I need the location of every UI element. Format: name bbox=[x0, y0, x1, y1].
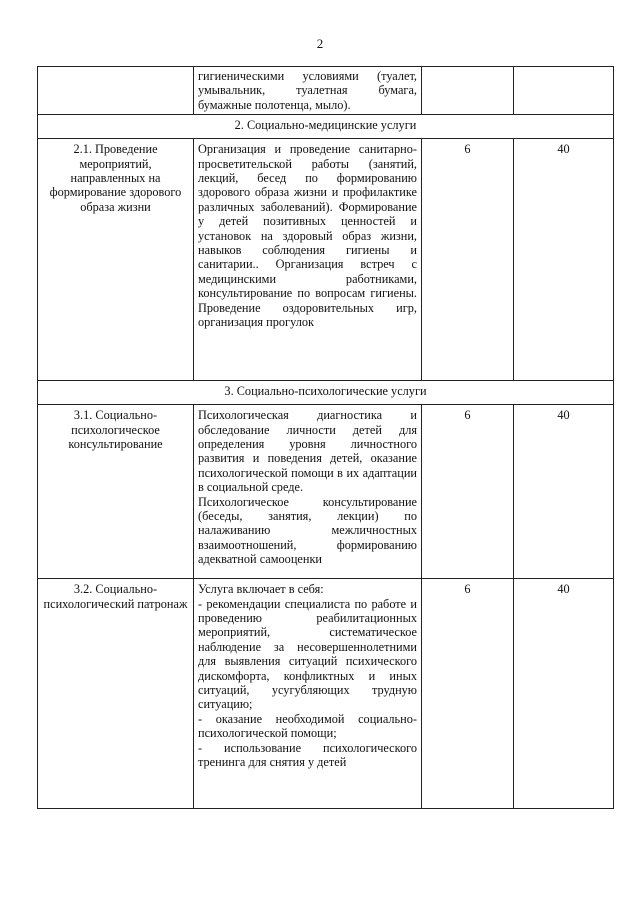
service-value-col4: 40 bbox=[514, 579, 614, 809]
cell-empty bbox=[422, 67, 514, 115]
service-name: 3.2. Социально-психологический патронаж bbox=[38, 579, 194, 809]
description-bullet: - оказание необходимой социально-психологической помощи; bbox=[198, 711, 417, 741]
section-header-row bbox=[38, 381, 614, 405]
cell-empty bbox=[514, 67, 614, 115]
table-row-continuation bbox=[38, 67, 614, 115]
table-row-3-2 bbox=[38, 579, 614, 809]
table-row-3-1 bbox=[38, 405, 614, 579]
services-table bbox=[37, 66, 614, 809]
service-value-col3: 6 bbox=[422, 579, 514, 809]
section-heading: 3. Социально-психологические услуги bbox=[38, 381, 614, 405]
section-heading: 2. Социально-медицинские услуги bbox=[38, 115, 614, 139]
service-value-col3: 6 bbox=[422, 405, 514, 579]
service-description bbox=[194, 579, 422, 809]
description-paragraph: Психологическое консультирование (беседы, занятия, лекции) по налаживанию межличностных взаимоотношений, формированию адекватной самооценки bbox=[198, 494, 417, 567]
description-bullet: - рекомендации специалиста по работе и проведению реабилитационных мероприятий, систематическое наблюдение за несовершеннолетними для выявления ситуаций психического дискомфорта, конфликтных и иных ситуаций, усугубляющих трудную ситуацию; bbox=[198, 596, 417, 712]
service-value-col4: 40 bbox=[514, 139, 614, 381]
description-paragraph: Психологическая диагностика и обследование личности детей для определения уровня личностного развития и поведения детей, оказание психологической помощи в их адаптации в социальной среде. bbox=[198, 408, 417, 495]
table-row-2-1 bbox=[38, 139, 614, 381]
section-header-row bbox=[38, 115, 614, 139]
service-name: 2.1. Проведение мероприятий, направленных на формирование здорового образа жизни bbox=[38, 139, 194, 381]
description-bullet: - использование психологического тренинга для снятия у детей bbox=[198, 740, 417, 770]
cell-description: гигиеническими условиями (туалет, умывальник, туалетная бумага, бумажные полотенца, мыло). bbox=[194, 67, 422, 115]
service-name: 3.1. Социально-психологическое консультирование bbox=[38, 405, 194, 579]
service-value-col4: 40 bbox=[514, 405, 614, 579]
service-description bbox=[194, 405, 422, 579]
cell-empty bbox=[38, 67, 194, 115]
description-intro: Услуга включает в себя: bbox=[198, 582, 324, 597]
page-number: 2 bbox=[316, 36, 324, 51]
service-value-col3: 6 bbox=[422, 139, 514, 381]
service-description: Организация и проведение санитарно-просветительской работы (занятий, лекций, бесед по формированию здорового образа жизни и профилактике различных заболеваний). Формирование у детей позитивных ценностей и установок на здоровый образ жизни, навыков соблюдения гигиены и санитарии.. Организация встреч с медицинскими работниками, консультирование по вопросам гигиены. Проведение оздоровительных игр, организация прогулок bbox=[194, 139, 422, 381]
